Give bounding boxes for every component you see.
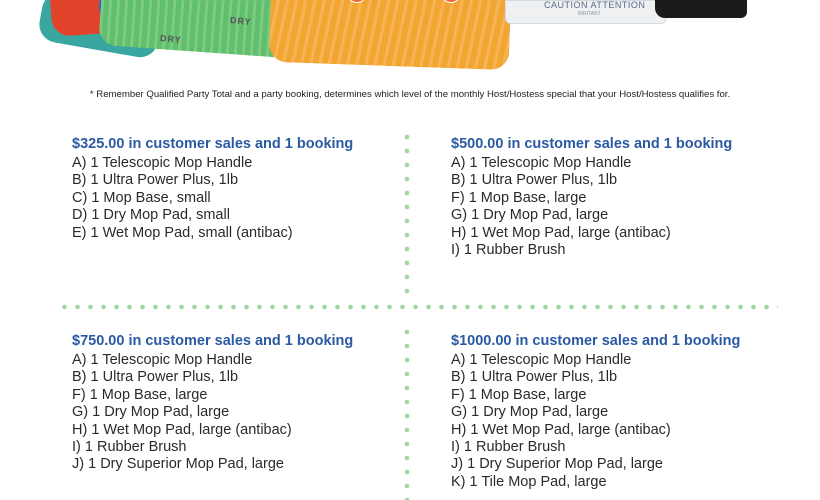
list-item: C) 1 Mop Base, small — [72, 189, 211, 206]
tier-title: $750.00 in customer sales and 1 booking — [72, 333, 354, 349]
vertical-divider-top — [404, 130, 410, 295]
list-item: F) 1 Mop Base, large — [451, 386, 587, 403]
list-item: A) 1 Telescopic Mop Handle — [72, 352, 253, 368]
pad-print-text: DRY — [229, 15, 253, 27]
tier-500 — [451, 136, 732, 259]
list-item: H) 1 Wet Mop Pad, large (antibac) — [451, 224, 671, 241]
list-item: F) 1 Mop Base, large — [72, 386, 208, 403]
tier-title: $1000.00 in customer sales and 1 booking — [451, 333, 741, 349]
list-item: F) 1 Mop Base, large — [451, 189, 587, 206]
tier-1000 — [451, 333, 740, 491]
vertical-divider-bottom — [404, 325, 410, 500]
tier-items — [451, 352, 740, 491]
list-item: G) 1 Dry Mop Pad, large — [451, 404, 609, 421]
tier-items — [72, 155, 353, 242]
pad-print-text: DRY — [159, 33, 183, 45]
list-item: E) 1 Wet Mop Pad, small (antibac) — [72, 224, 293, 241]
orange-mop-pad — [269, 0, 512, 70]
list-item: G) 1 Dry Mop Pad, large — [451, 207, 609, 224]
bottle-label: CAUTION ATTENTION — [544, 0, 646, 10]
list-item: A) 1 Telescopic Mop Handle — [451, 155, 632, 171]
bottle-sub-label: IRRITANT — [578, 11, 601, 17]
list-item: H) 1 Wet Mop Pad, large (antibac) — [72, 421, 292, 438]
list-item: A) 1 Telescopic Mop Handle — [451, 352, 632, 368]
tier-750 — [72, 333, 353, 474]
list-item: B) 1 Ultra Power Plus, 1lb — [451, 369, 618, 386]
product-photo — [0, 0, 820, 80]
qualification-footnote: * Remember Qualified Party Total and a party booking, determines which level of the monthly Host/Hostess special that your Host/Hostess qualifies for. — [89, 89, 731, 100]
list-item: G) 1 Dry Mop Pad, large — [72, 404, 230, 421]
tier-items — [72, 352, 353, 474]
tier-325 — [72, 136, 353, 242]
list-item: H) 1 Wet Mop Pad, large (antibac) — [451, 421, 671, 438]
list-item: I) 1 Rubber Brush — [72, 439, 187, 456]
mop-pads-image — [40, 0, 510, 72]
list-item: B) 1 Ultra Power Plus, 1lb — [72, 172, 239, 189]
tier-title: $325.00 in customer sales and 1 booking — [72, 136, 354, 152]
list-item: J) 1 Dry Superior Mop Pad, large — [72, 456, 284, 473]
horizontal-divider — [58, 304, 778, 310]
list-item: K) 1 Tile Mop Pad, large — [451, 473, 607, 490]
list-item: J) 1 Dry Superior Mop Pad, large — [451, 456, 663, 473]
list-item: I) 1 Rubber Brush — [451, 439, 566, 456]
list-item: I) 1 Rubber Brush — [451, 242, 566, 259]
list-item: B) 1 Ultra Power Plus, 1lb — [72, 369, 239, 386]
list-item: A) 1 Telescopic Mop Handle — [72, 155, 253, 171]
cleaner-bottle — [505, 0, 667, 24]
black-cloth — [655, 0, 747, 18]
tier-items — [451, 155, 732, 259]
list-item: D) 1 Dry Mop Pad, small — [72, 207, 230, 224]
tier-title: $500.00 in customer sales and 1 booking — [451, 136, 733, 152]
list-item: B) 1 Ultra Power Plus, 1lb — [451, 172, 618, 189]
